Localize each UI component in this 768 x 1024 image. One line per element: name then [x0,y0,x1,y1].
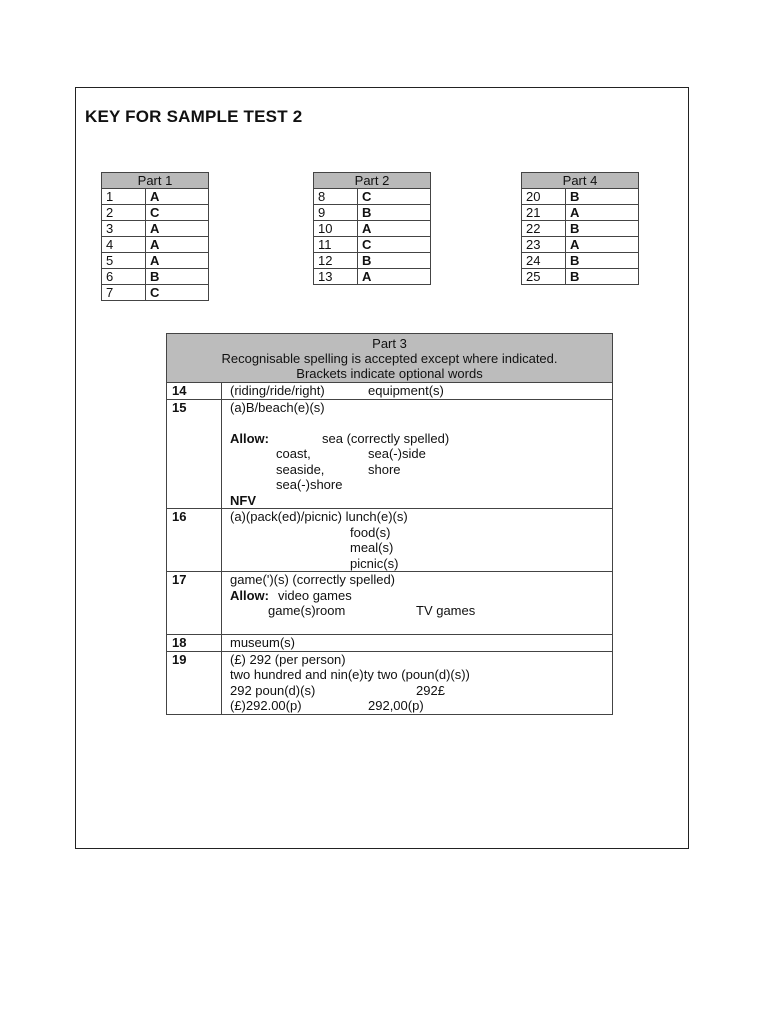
question-number: 2 [102,205,146,221]
answer-text: food(s) [350,524,391,540]
answer-letter: A [146,253,209,269]
answer-text: coast, [276,446,311,461]
answer-text: video games [278,587,352,603]
question-number: 20 [522,189,566,205]
question-number: 22 [522,221,566,237]
answer-text: meal(s) [350,540,394,555]
question-number: 1 [102,189,146,205]
question-number: 8 [314,189,358,205]
question-number: 12 [314,253,358,269]
answer-row [314,253,431,269]
answer-row [102,189,209,205]
allow-label: Allow: [230,430,269,446]
part3-row-17 [167,572,613,635]
question-number: 25 [522,269,566,285]
answer-text: (£)292.00(p) [230,698,302,713]
answer-letter: C [358,237,431,253]
answer-row [522,237,639,253]
answer-text: sea(-)shore [276,477,343,492]
question-number: 21 [522,205,566,221]
part1-header: Part 1 [102,173,209,189]
part3-row-15 [167,399,613,509]
page-title: KEY FOR SAMPLE TEST 2 [85,107,303,126]
answer-text: TV games [416,603,476,618]
answer-row [102,253,209,269]
answer-letter: B [146,269,209,285]
answer-row [314,269,431,285]
answer-letter: A [358,269,431,285]
answer-row [102,269,209,285]
answer-letter: B [566,269,639,285]
answer-letter: A [566,237,639,253]
part4-header: Part 4 [522,173,639,189]
part3-row-16 [167,509,613,572]
answer-letter: A [146,237,209,253]
answer-letter: B [358,205,431,221]
question-number: 3 [102,221,146,237]
part3-header: Part 3 [372,336,407,351]
question-number: 6 [102,269,146,285]
answer-letter: A [146,189,209,205]
nfv-label: NFV [230,492,256,508]
answer-text: equipment(s) [368,383,444,398]
answer-row [522,269,639,285]
answer-text: two hundred and nin(e)ty two (poun(d)(s)) [230,667,470,682]
answer-text: sea(-)side [368,446,426,461]
question-number: 11 [314,237,358,253]
answer-letter: C [146,285,209,301]
question-number: 5 [102,253,146,269]
part2-table [313,172,431,285]
answer-letter: B [566,221,639,237]
part3-row-14 [167,383,613,400]
answer-letter: A [146,221,209,237]
answer-letter: C [146,205,209,221]
part2-header: Part 2 [314,173,431,189]
answer-letter: B [566,189,639,205]
answer-text: (a)B/beach(e)(s) [230,399,325,415]
answer-letter: A [358,221,431,237]
answer-text: shore [368,461,401,477]
answer-row [102,205,209,221]
question-number: 24 [522,253,566,269]
answer-text: game(s)room [268,603,346,618]
part2-rows [314,189,431,285]
question-number: 13 [314,269,358,285]
answer-text: (a)(pack(ed)/picnic) lunch(e)(s) [230,509,408,524]
answer-row [102,237,209,253]
answer-text: 292 poun(d)(s) [230,682,316,698]
part3-header-cell [167,334,613,383]
answer-text: picnic(s) [350,555,399,571]
answer-text: (£) 292 (per person) [230,651,346,667]
answer-row [522,205,639,221]
question-number: 17 [167,572,222,635]
answer-row [314,205,431,221]
allow-label: Allow: [230,587,269,603]
answer-text: museum(s) [230,635,296,650]
question-number: 9 [314,205,358,221]
question-number: 15 [167,399,222,509]
answer-letter: C [358,189,431,205]
part3-row-18 [167,635,613,652]
question-number: 4 [102,237,146,253]
answer-row [522,221,639,237]
answer-row [102,221,209,237]
part3-row-19 [167,651,613,714]
answer-row [314,221,431,237]
question-number: 10 [314,221,358,237]
answer-text: 292£ [416,682,445,698]
answer-text: (riding/ride/right) [230,383,325,398]
answer-row [102,285,209,301]
part1-table [101,172,209,301]
answer-text: seaside, [276,461,325,477]
question-number: 19 [167,651,222,714]
answer-text: sea (correctly spelled) [322,430,450,446]
part4-table [521,172,639,285]
answer-text: 292,00(p) [368,698,424,713]
part4-rows [522,189,639,285]
answer-row [314,237,431,253]
answer-letter: B [566,253,639,269]
question-number: 16 [167,509,222,572]
question-number: 7 [102,285,146,301]
question-number: 14 [167,383,222,400]
answer-letter: B [358,253,431,269]
part3-table [166,333,613,715]
answer-row [522,253,639,269]
answer-letter: A [566,205,639,221]
answer-text: game(')(s) (correctly spelled) [230,572,396,587]
question-number: 23 [522,237,566,253]
part3-note-brackets: Brackets indicate optional words [296,366,483,381]
part3-note-spelling: Recognisable spelling is accepted except where indicated. [221,351,558,366]
part1-rows [102,189,209,301]
answer-row [314,189,431,205]
question-number: 18 [167,635,222,652]
answer-row [522,189,639,205]
